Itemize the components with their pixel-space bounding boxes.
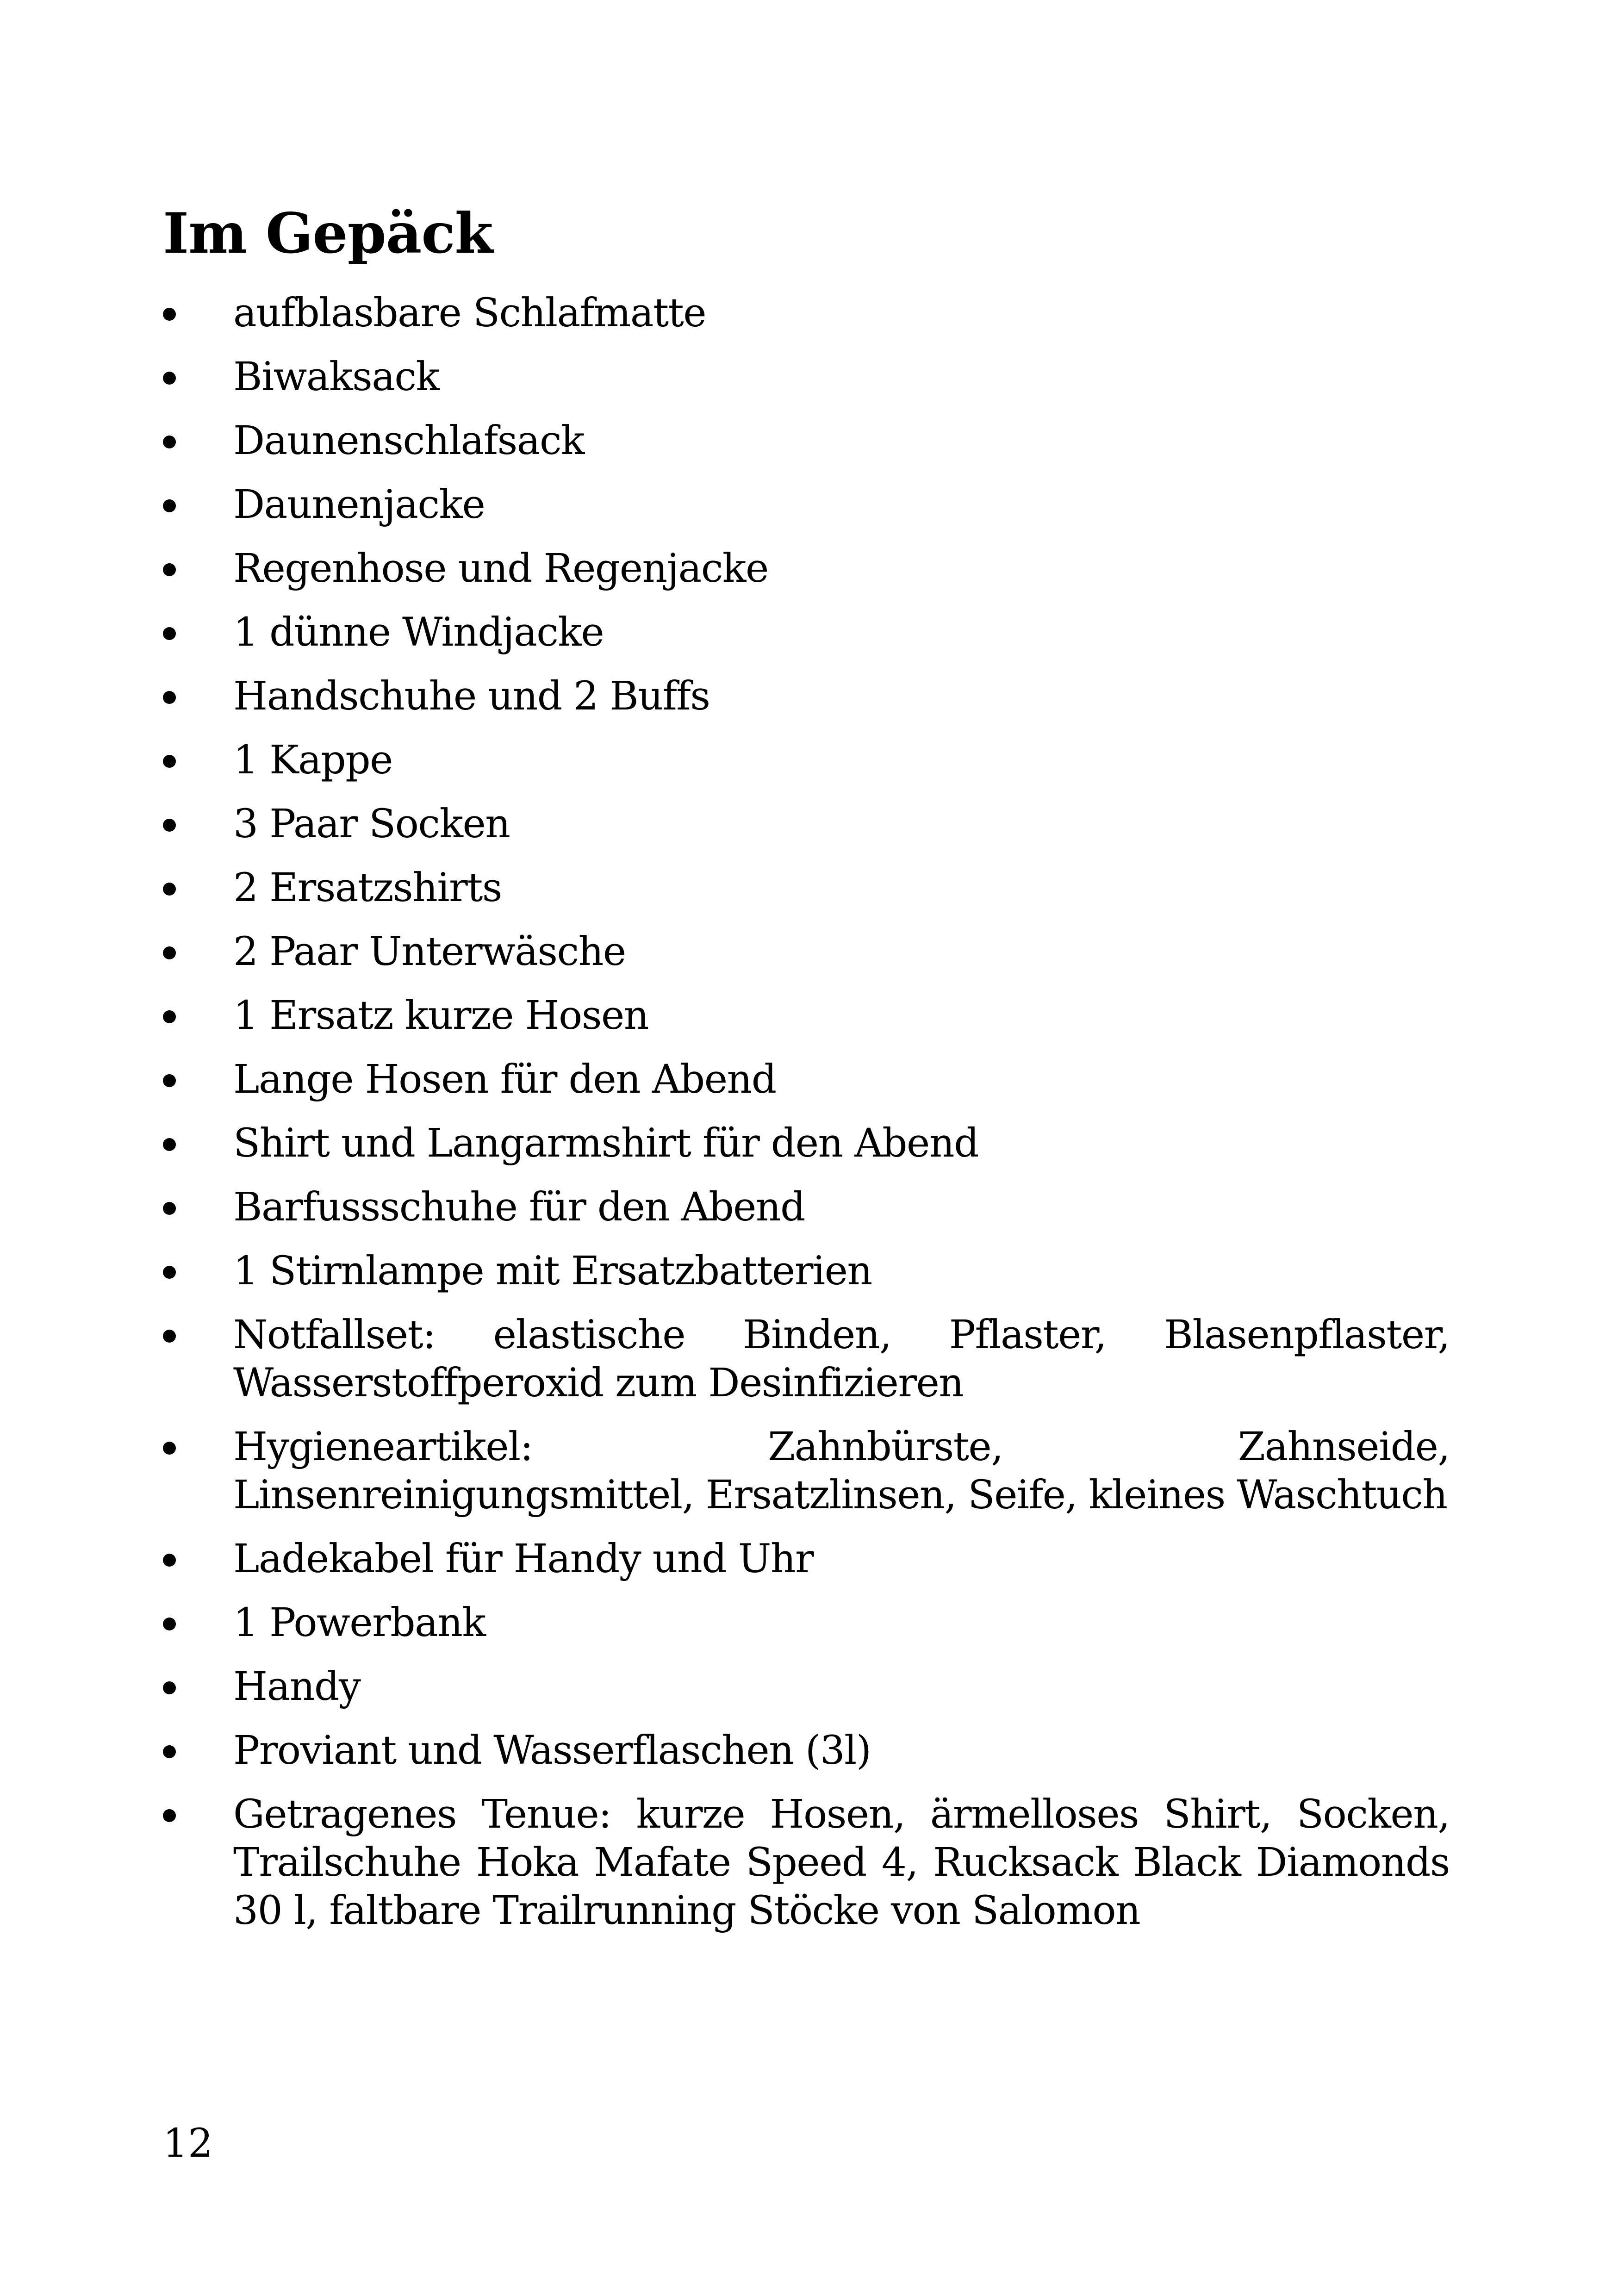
bullet-icon (163, 883, 176, 896)
bullet-icon (163, 1681, 176, 1694)
list-item (163, 1535, 1450, 1583)
list-item (163, 481, 1450, 529)
bullet-icon (163, 372, 176, 385)
list-item (163, 800, 1450, 848)
list-item-text: Handschuhe und 2 Buffs (233, 673, 710, 719)
bullet-icon (163, 436, 176, 448)
list-item-text: Regenhose und Regenjacke (233, 546, 768, 591)
bullet-icon (163, 946, 176, 959)
list-item-text: Proviant und Wasserflaschen (3l) (233, 1728, 871, 1773)
bullet-icon (163, 819, 176, 832)
bullet-icon (163, 1554, 176, 1567)
list-item (163, 1311, 1450, 1407)
list-item-text: Shirt und Langarmshirt für den Abend (233, 1120, 979, 1166)
bullet-icon (163, 1074, 176, 1087)
list-item-text: Barfussschuhe für den Abend (233, 1184, 805, 1230)
list-item-text: Handy (233, 1664, 361, 1710)
list-item-text: Daunenschlafsack (233, 418, 585, 464)
list-item-text: Biwaksack (233, 354, 439, 400)
bullet-icon (163, 499, 176, 512)
bullet-icon (163, 691, 176, 704)
list-item (163, 289, 1450, 337)
list-item (163, 609, 1450, 657)
list-item (163, 417, 1450, 465)
list-item-text: 1 Stirnlampe mit Ersatzbatterien (233, 1248, 872, 1294)
list-item (163, 992, 1450, 1040)
list-item-text: Daunenjacke (233, 482, 485, 528)
list-item-text: 2 Ersatzshirts (233, 865, 502, 911)
bullet-icon (163, 563, 176, 576)
list-item-text: 1 Kappe (233, 737, 392, 783)
list-item (163, 1247, 1450, 1295)
bullet-icon (163, 1745, 176, 1758)
bullet-icon (163, 1330, 176, 1343)
bullet-icon (163, 627, 176, 640)
list-item-text: 2 Paar Unterwäsche (233, 929, 626, 975)
list-item-text: Notfallset: elastische Binden, Pflaster, Blasenpflaster, Wasserstoffperoxid zum Desinfizieren (233, 1312, 1450, 1406)
list-item (163, 353, 1450, 401)
list-item-text: 3 Paar Socken (233, 801, 510, 847)
list-item-text: Getragenes Tenue: kurze Hosen, ärmelloses Shirt, Socken, Trailschuhe Hoka Mafate Speed 4, Rucksack Black Diamonds 30 l, faltbare Trailrunning Stöcke von Salomon (233, 1792, 1450, 1934)
list-item (163, 1791, 1450, 1935)
list-item (163, 736, 1450, 784)
list-item (163, 1727, 1450, 1775)
bullet-icon (163, 1138, 176, 1151)
list-item (163, 1423, 1450, 1519)
list-item (163, 672, 1450, 721)
bullet-icon (163, 1202, 176, 1215)
page-number: 12 (163, 2121, 213, 2166)
list-item-text: Hygieneartikel: Zahnbürste, Zahnseide, Linsenreinigungsmittel, Ersatzlinsen, Seife, kleines Waschtuch (233, 1424, 1450, 1518)
list-item (163, 545, 1450, 593)
list-item (163, 928, 1450, 976)
list-item (163, 1599, 1450, 1647)
bullet-icon (163, 1010, 176, 1023)
bullet-icon (163, 755, 176, 768)
page-heading: Im Gepäck (163, 201, 493, 266)
list-item-text: 1 Ersatz kurze Hosen (233, 993, 648, 1039)
bullet-icon (163, 308, 176, 321)
list-item (163, 1663, 1450, 1711)
list-item-text: 1 dünne Windjacke (233, 610, 604, 655)
bullet-icon (163, 1266, 176, 1279)
list-item-text: Ladekabel für Handy und Uhr (233, 1536, 814, 1582)
list-item (163, 864, 1450, 912)
packing-list (163, 289, 1450, 1951)
list-item (163, 1056, 1450, 1104)
list-item (163, 1183, 1450, 1232)
bullet-icon (163, 1809, 176, 1822)
list-item (163, 1120, 1450, 1168)
bullet-icon (163, 1618, 176, 1630)
list-item-text: aufblasbare Schlafmatte (233, 290, 706, 336)
list-item-text: Lange Hosen für den Abend (233, 1057, 776, 1102)
bullet-icon (163, 1442, 176, 1455)
list-item-text: 1 Powerbank (233, 1600, 485, 1646)
